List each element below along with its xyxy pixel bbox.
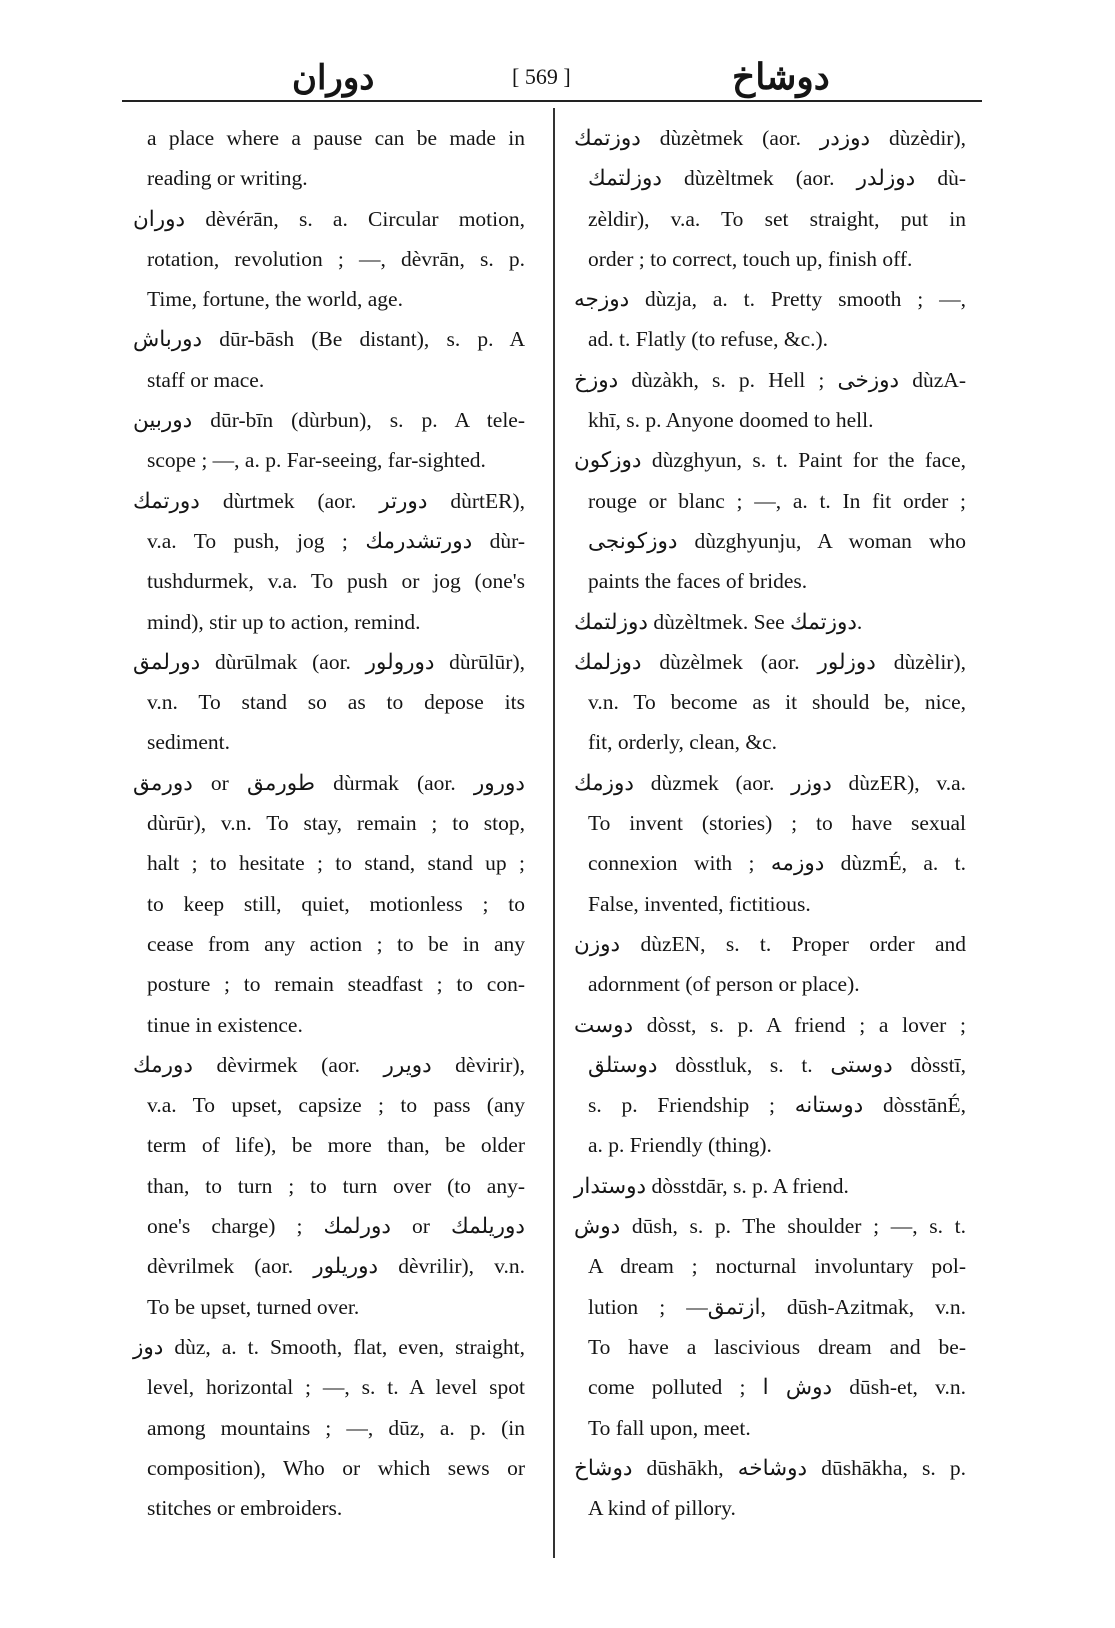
entry-line: mind), stir up to action, remind. (147, 609, 421, 634)
entry-line: come polluted ; دوش ا dūsh-et, v.n. (588, 1375, 966, 1400)
entry-headline: دوزجه dùzja, a. t. Pretty smooth ; —, (574, 287, 966, 312)
entry-line: composition), Who or which sews or (147, 1455, 525, 1480)
left-guide-word: دوران (292, 60, 375, 97)
entry-line: khī, s. p. Anyone doomed to hell. (588, 408, 874, 433)
entry-line: دوستلق dòsstluk, s. t. دوستى dòsstī, (588, 1052, 966, 1077)
entry-line: zèldir), v.a. To set straight, put in (588, 206, 966, 231)
entry-headline: دورمك dèvirmek (aor. دويرر dèvirir), (133, 1052, 525, 1077)
entry-headline: دوستدار dòsstdār, s. p. A friend. (574, 1173, 849, 1198)
entry-line: tinue in existence. (147, 1012, 303, 1037)
entry-line: dùrūr), v.n. To stay, remain ; to stop, (147, 811, 525, 836)
entry-headline: دورمق or طورمق dùrmak (aor. دورور (133, 770, 525, 795)
entry-line: v.a. To upset, capsize ; to pass (any (147, 1093, 525, 1118)
entry-line: adornment (of person or place). (588, 972, 860, 997)
page-header (0, 52, 1115, 112)
entry-headline: دوشاخ dūshākh, دوشاخه dūshākha, s. p. (574, 1455, 966, 1480)
entry-line: than, to turn ; to turn over (to any- (147, 1173, 525, 1198)
entry-headline: دوش dūsh, s. p. The shoulder ; —, s. t. (574, 1214, 966, 1239)
entry-line: s. p. Friendship ; دوستانه dòsstānÉ, (588, 1093, 966, 1118)
entry-line: To have a lascivious dream and be- (588, 1334, 966, 1359)
page-number: [ 569 ] (512, 64, 571, 89)
entry-line: one's charge) ; دورلمك or دوريلمك (147, 1214, 525, 1239)
entry-line: term of life), be more than, be older (147, 1133, 525, 1158)
left-column (133, 118, 525, 1528)
entry-line: v.n. To become as it should be, nice, (588, 690, 966, 715)
entry-line: reading or writing. (147, 166, 308, 191)
entry-line: level, horizontal ; —, s. t. A level spot (147, 1375, 525, 1400)
entry-headline: دوزلتمك dùzèltmek. See دوزتمك. (574, 609, 863, 634)
entry-headline: دوز dùz, a. t. Smooth, flat, even, straight, (133, 1334, 525, 1359)
entry-line: stitches or embroiders. (147, 1496, 343, 1521)
entry-line: halt ; to hesitate ; to stand, stand up ; (147, 851, 525, 876)
entry-line: a place where a pause can be made in (147, 126, 525, 150)
entry-line: دوزلتمك dùzèltmek (aor. دوزلدر dù- (588, 166, 966, 191)
entry-line: connexion with ; دوزمه dùzmÉ, a. t. (588, 851, 966, 876)
entry-line: A kind of pillory. (588, 1496, 736, 1521)
right-column (574, 118, 966, 1528)
entry-headline: دوست dòsst, s. p. A friend ; a lover ; (574, 1012, 966, 1037)
right-guide-word: دوشاخ (732, 57, 830, 97)
entry-headline: دوربين dūr-bīn (dùrbun), s. p. A tele- (133, 408, 525, 433)
entry-headline: دوران dèvérān, s. a. Circular motion, (133, 206, 525, 231)
entry-line: ad. t. Flatly (to refuse, &c.). (588, 327, 829, 352)
entry-line: among mountains ; —, dūz, a. p. (in (147, 1415, 525, 1440)
entry-line: v.a. To push, jog ; دورتشدرمك dùr- (147, 528, 525, 553)
entry-line: False, invented, fictitious. (588, 891, 811, 916)
entry-line: posture ; to remain steadfast ; to con- (147, 972, 525, 997)
entry-line: rouge or blanc ; —, a. t. In fit order ; (588, 488, 966, 513)
entry-line: paints the faces of brides. (588, 569, 808, 594)
entry-line: order ; to correct, touch up, finish off. (588, 246, 913, 271)
entry-line: fit, orderly, clean, &c. (588, 730, 778, 755)
entry-headline: دوزتمك dùzètmek (aor. دوزدر dùzèdir), (574, 126, 966, 150)
entry-line: To be upset, turned over. (147, 1294, 360, 1319)
entry-line: rotation, revolution ; —, dèvrān, s. p. (147, 246, 525, 271)
entry-headline: دورتمك dùrtmek (aor. دورتر dùrtER), (133, 488, 525, 513)
entry-headline: دوزخ dùzàkh, s. p. Hell ; دوزخى dùzA- (574, 367, 966, 392)
entry-headline: دوزمك dùzmek (aor. دوزر dùzER), v.a. (574, 770, 966, 795)
entry-line: dèvrilmek (aor. دوريلور dèvrilir), v.n. (147, 1254, 526, 1279)
entry-headline: دورلمق dùrūlmak (aor. دورولور dùrūlūr), (133, 649, 525, 674)
entry-line: دوزكونجى dùzghyunju, A woman who (588, 528, 966, 553)
entry-headline: دوزلمك dùzèlmek (aor. دوزلور dùzèlir), (574, 649, 966, 674)
entry-line: scope ; —, a. p. Far-seeing, far-sighted. (147, 448, 486, 473)
entry-line: to keep still, quiet, motionless ; to (147, 891, 525, 916)
entry-line: To fall upon, meet. (588, 1415, 751, 1440)
entry-headline: دورباش dūr-bāsh (Be distant), s. p. A (133, 327, 525, 352)
entry-line: lution ; —ازتمق, dūsh-Azitmak, v.n. (588, 1294, 966, 1319)
entry-headline: دوزن dùzEN, s. t. Proper order and (574, 931, 966, 956)
entry-line: A dream ; nocturnal involuntary pol- (588, 1254, 966, 1279)
entry-line: staff or mace. (147, 367, 265, 392)
entry-line: v.n. To stand so as to depose its (147, 690, 525, 715)
entry-line: cease from any action ; to be in any (147, 931, 525, 956)
entry-line: tushdurmek, v.a. To push or jog (one's (147, 569, 525, 594)
column-divider (553, 108, 555, 1558)
entry-line: Time, fortune, the world, age. (147, 287, 403, 312)
entry-line: To invent (stories) ; to have sexual (588, 811, 966, 836)
header-rule (122, 100, 982, 102)
entry-line: sediment. (147, 730, 230, 755)
entry-line: a. p. Friendly (thing). (588, 1133, 772, 1158)
entry-headline: دوزكون dùzghyun, s. t. Paint for the face, (574, 448, 966, 473)
